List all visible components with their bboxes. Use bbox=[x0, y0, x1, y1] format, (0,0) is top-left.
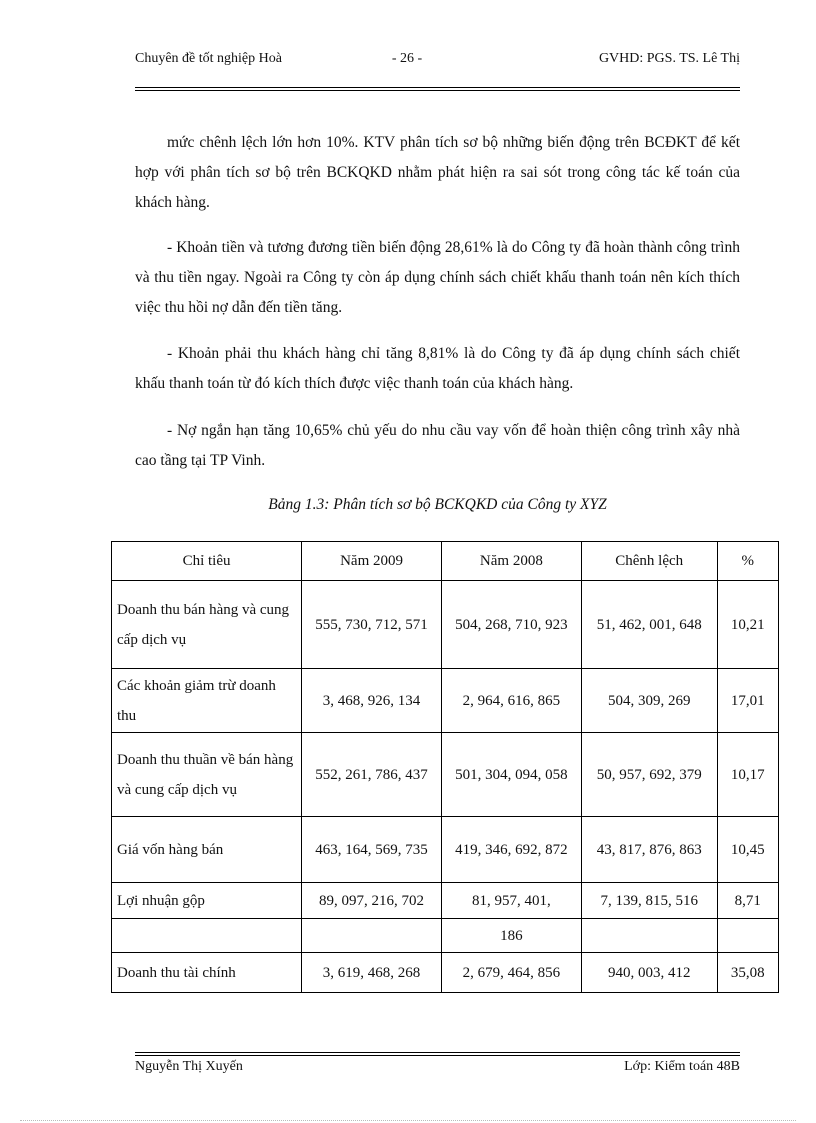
paragraph-4-text: - Nợ ngắn hạn tăng 10,65% chủ yếu do nhu cầu vay vốn để hoàn thiện công trình xây nhà cao tầng tại TP Vinh. bbox=[135, 422, 740, 469]
cell-2008: 504, 268, 710, 923 bbox=[441, 581, 581, 669]
page-number: - 26 - bbox=[391, 51, 423, 66]
table-row bbox=[112, 581, 779, 669]
paragraph-2 bbox=[135, 233, 740, 323]
cell-percent: 35,08 bbox=[717, 953, 778, 993]
table-row bbox=[112, 883, 779, 919]
row-label: Các khoản giảm trừ doanh thu bbox=[112, 669, 302, 733]
cell-2008: 186 bbox=[441, 919, 581, 953]
footer-author: Nguyễn Thị Xuyến bbox=[135, 1059, 243, 1074]
cell-difference: 504, 309, 269 bbox=[581, 669, 717, 733]
cell-2009: 3, 619, 468, 268 bbox=[302, 953, 442, 993]
row-label bbox=[112, 919, 302, 953]
paragraph-1 bbox=[135, 128, 740, 218]
table-caption: Bảng 1.3: Phân tích sơ bộ BCKQKD của Công ty XYZ bbox=[268, 496, 607, 513]
table-header-row bbox=[112, 542, 779, 581]
col-header-2009: Năm 2009 bbox=[302, 542, 442, 581]
cell-difference: 51, 462, 001, 648 bbox=[581, 581, 717, 669]
cell-percent bbox=[717, 919, 778, 953]
header-rule bbox=[135, 87, 740, 88]
row-label: Doanh thu thuần về bán hàng và cung cấp dịch vụ bbox=[112, 733, 302, 817]
paragraph-4 bbox=[135, 416, 740, 476]
col-header-percent: % bbox=[717, 542, 778, 581]
paragraph-2-text: - Khoản tiền và tương đương tiền biến động 28,61% là do Công ty đã hoàn thành công trình và thu tiền ngay. Ngoài ra Công ty còn áp dụng chính sách chiết khấu thanh toán nên kích thích việc thu hồi nợ dẫn đến tiền tăng. bbox=[135, 239, 740, 316]
cell-2009: 89, 097, 216, 702 bbox=[302, 883, 442, 919]
header-rule-secondary bbox=[135, 90, 740, 91]
cell-2009: 3, 468, 926, 134 bbox=[302, 669, 442, 733]
col-header-indicator: Chỉ tiêu bbox=[112, 542, 302, 581]
row-label: Giá vốn hàng bán bbox=[112, 817, 302, 883]
income-statement-table bbox=[111, 541, 779, 993]
table-row bbox=[112, 669, 779, 733]
cell-percent: 10,45 bbox=[717, 817, 778, 883]
table-row bbox=[112, 953, 779, 993]
cell-2009: 463, 164, 569, 735 bbox=[302, 817, 442, 883]
row-label: Doanh thu bán hàng và cung cấp dịch vụ bbox=[112, 581, 302, 669]
cell-2008: 2, 679, 464, 856 bbox=[441, 953, 581, 993]
cell-difference: 940, 003, 412 bbox=[581, 953, 717, 993]
cell-2008: 2, 964, 616, 865 bbox=[441, 669, 581, 733]
page-bottom-edge bbox=[20, 1120, 796, 1121]
paragraph-3-text: - Khoản phải thu khách hàng chỉ tăng 8,81% là do Công ty đã áp dụng chính sách chiết khấu thanh toán từ đó kích thích được việc thanh toán của khách hàng. bbox=[135, 345, 740, 392]
cell-2008: 419, 346, 692, 872 bbox=[441, 817, 581, 883]
footer-class: Lớp: Kiểm toán 48B bbox=[624, 1059, 740, 1074]
cell-difference: 43, 817, 876, 863 bbox=[581, 817, 717, 883]
header-left-title: Chuyên đề tốt nghiệp Hoà bbox=[135, 51, 282, 66]
cell-2009: 555, 730, 712, 571 bbox=[302, 581, 442, 669]
cell-2008: 501, 304, 094, 058 bbox=[441, 733, 581, 817]
cell-2008: 81, 957, 401, bbox=[441, 883, 581, 919]
cell-difference: 7, 139, 815, 516 bbox=[581, 883, 717, 919]
cell-difference bbox=[581, 919, 717, 953]
cell-percent: 8,71 bbox=[717, 883, 778, 919]
col-header-difference: Chênh lệch bbox=[581, 542, 717, 581]
row-label: Doanh thu tài chính bbox=[112, 953, 302, 993]
header-right-supervisor: GVHD: PGS. TS. Lê Thị bbox=[598, 51, 740, 66]
cell-percent: 17,01 bbox=[717, 669, 778, 733]
paragraph-1-text: mức chênh lệch lớn hơn 10%. KTV phân tích sơ bộ những biến động trên BCĐKT để kết hợp với phân tích sơ bộ trên BCKQKD nhằm phát hiện ra sai sót trong công tác kế toán của khách hàng. bbox=[135, 134, 740, 211]
row-label: Lợi nhuận gộp bbox=[112, 883, 302, 919]
table-row bbox=[112, 919, 779, 953]
footer-rule bbox=[135, 1052, 740, 1053]
cell-percent: 10,21 bbox=[717, 581, 778, 669]
cell-difference: 50, 957, 692, 379 bbox=[581, 733, 717, 817]
cell-2009 bbox=[302, 919, 442, 953]
table-row bbox=[112, 733, 779, 817]
table-row bbox=[112, 817, 779, 883]
cell-percent: 10,17 bbox=[717, 733, 778, 817]
cell-2009: 552, 261, 786, 437 bbox=[302, 733, 442, 817]
paragraph-3 bbox=[135, 339, 740, 399]
footer-rule-secondary bbox=[135, 1055, 740, 1056]
col-header-2008: Năm 2008 bbox=[441, 542, 581, 581]
